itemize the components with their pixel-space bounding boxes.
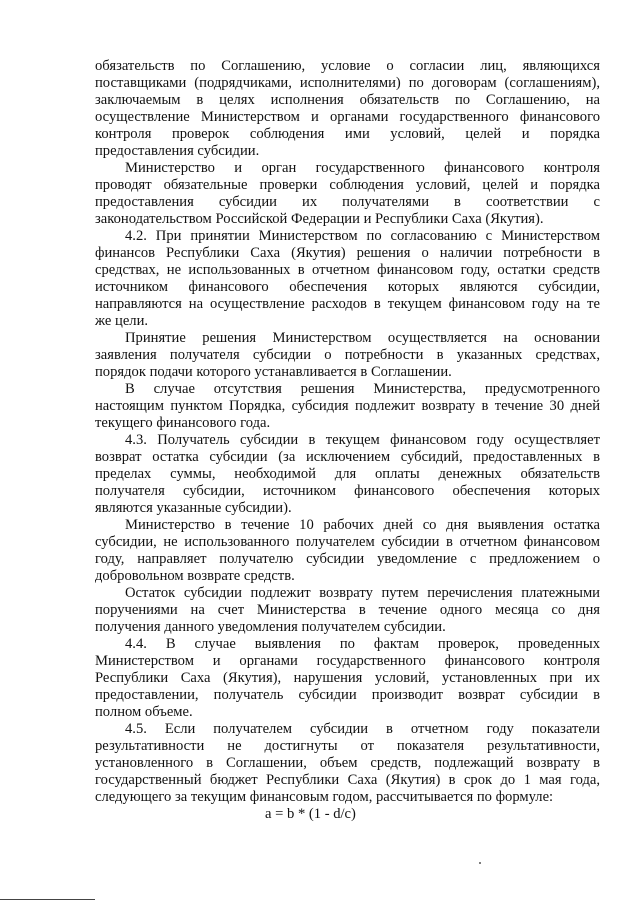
formula: a = b * (1 - d/c) xyxy=(265,806,356,822)
text-line: Принятие решения Министерством осуществляется на основании xyxy=(125,330,600,346)
text-line: заключаемым в целях исполнения обязательств по Соглашению, на xyxy=(95,92,600,108)
text-line: получения данного уведомления получателем субсидии. xyxy=(95,619,446,635)
text-line: поручениями на счет Министерства в течение одного месяца со дня xyxy=(95,602,600,618)
text-line: В случае отсутствия решения Министерства, предусмотренного xyxy=(125,381,600,397)
document-page xyxy=(95,58,600,823)
text-line: возврат остатка субсидии (за исключением субсидий, предоставленных в xyxy=(95,449,600,465)
scan-dot xyxy=(479,862,481,864)
text-line: 4.3. Получатель субсидии в текущем финансовом году осуществляет xyxy=(125,432,600,448)
text-line: пределах суммы, необходимой для оплаты денежных обязательств xyxy=(95,466,600,482)
text-line: 4.5. Если получателем субсидии в отчетном году показатели xyxy=(125,721,600,737)
text-line: Республики Саха (Якутия), нарушения условий, установленных при их xyxy=(95,670,600,686)
text-line: полном объеме. xyxy=(95,704,193,720)
text-line: средствах, не использованных в отчетном финансовом году, остатки средств xyxy=(95,262,600,278)
text-line: государственный бюджет Республики Саха (Якутия) в срок до 1 мая года, xyxy=(95,772,600,788)
text-line: следующего за текущим финансовым годом, рассчитывается по формуле: xyxy=(95,789,554,805)
text-line: проводят обязательные проверки соблюдения условий, целей и порядка xyxy=(95,177,600,193)
text-line: установленного в Соглашении, объем средств, подлежащий возврату в xyxy=(95,755,600,771)
text-line: предоставления субсидии. xyxy=(95,143,260,159)
text-line: предоставлении, получатель субсидии производит возврат субсидии в xyxy=(95,687,600,703)
text-line: добровольном возврате средств. xyxy=(95,568,295,584)
text-line: настоящим пунктом Порядка, субсидия подлежит возврату в течение 30 дней xyxy=(95,398,600,414)
text-line: являются указанные субсидии). xyxy=(95,500,292,516)
text-line: поставщиками (подрядчиками, исполнителями) по договорам (соглашениям), xyxy=(95,75,600,91)
text-line: порядок подачи которого устанавливается в Соглашении. xyxy=(95,364,452,380)
text-line: Министерством и органами государственного финансового контроля xyxy=(95,653,600,669)
text-line: получателя субсидии, источником финансового обеспечения которых xyxy=(95,483,600,499)
text-line: текущего финансового года. xyxy=(95,415,271,431)
text-line: 4.4. В случае выявления по фактам проверок, проведенных xyxy=(125,636,600,652)
text-line: контроля проверок соблюдения ими условий, целей и порядка xyxy=(95,126,600,142)
footnote-rule xyxy=(0,899,95,900)
text-line: году, направляет получателю субсидии уведомление с предложением о xyxy=(95,551,600,567)
text-line: Министерство в течение 10 рабочих дней со дня выявления остатка xyxy=(125,517,600,533)
text-line: источником финансового обеспечения которых являются субсидии, xyxy=(95,279,600,295)
text-line: предоставления субсидии их получателями в соответствии с xyxy=(95,194,600,210)
text-line: осуществление Министерством и органами государственного финансового xyxy=(95,109,600,125)
text-line: субсидии, не использованного получателем субсидии в отчетном финансовом xyxy=(95,534,600,550)
text-line: Остаток субсидии подлежит возврату путем перечисления платежными xyxy=(125,585,600,601)
text-line: законодательством Российской Федерации и Республики Саха (Якутия). xyxy=(95,211,544,227)
text-line: 4.2. При принятии Министерством по согласованию с Министерством xyxy=(125,228,600,244)
text-line: обязательств по Соглашению, условие о согласии лиц, являющихся xyxy=(95,58,600,74)
text-line: результативности не достигнуты от показателя результативности, xyxy=(95,738,600,754)
text-line: заявления получателя субсидии о потребности в указанных средствах, xyxy=(95,347,600,363)
text-line: же цели. xyxy=(95,313,149,329)
text-line: финансов Республики Саха (Якутия) решения о наличии потребности в xyxy=(95,245,600,261)
text-line: Министерство и орган государственного финансового контроля xyxy=(125,160,600,176)
text-line: направляются на осуществление расходов в текущем финансовом году на те xyxy=(95,296,600,312)
document-body xyxy=(95,58,600,806)
